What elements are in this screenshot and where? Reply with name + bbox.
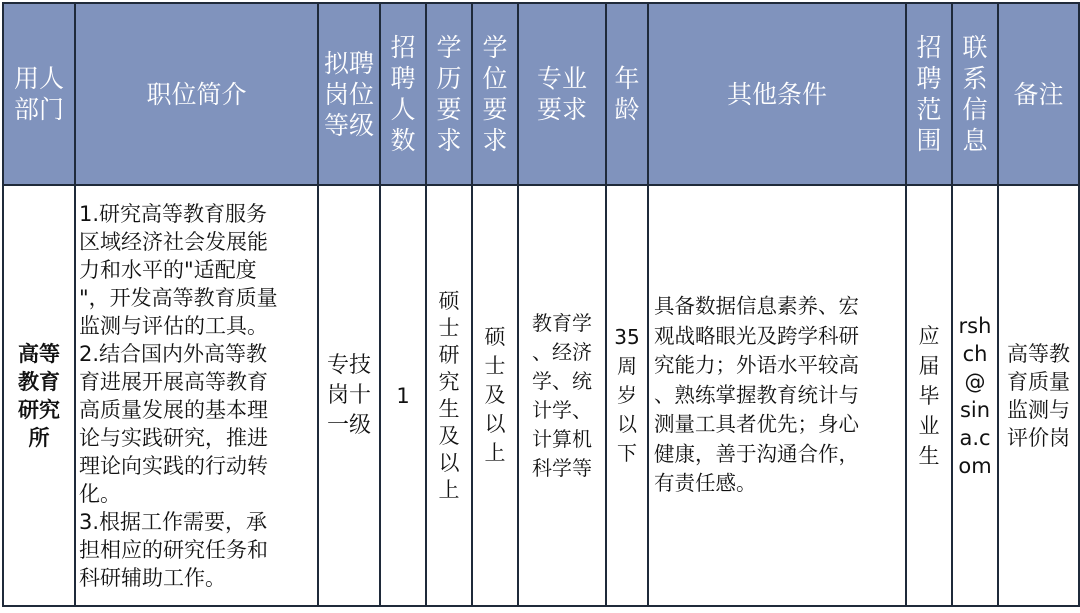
cell-count: 1 — [380, 185, 426, 606]
header-row — [3, 3, 1079, 185]
cell-edu: 硕 士 研 究 生 及 以 上 — [426, 185, 472, 606]
recruitment-table — [2, 2, 1080, 607]
cell-scope: 应 届 毕 业 生 — [906, 185, 952, 606]
header-remark: 备注 — [998, 3, 1079, 185]
header-age: 年 龄 — [606, 3, 648, 185]
header-scope: 招 聘 范 围 — [906, 3, 952, 185]
table-row — [3, 185, 1079, 606]
cell-major: 教育学 、经济 学、统 计学、 计算机 科学等 — [518, 185, 606, 606]
cell-other: 具备数据信息素养、宏 观战略眼光及跨学科研 究能力；外语水平较高 、熟练掌握教育统计与 测量工具者优先；身心 健康，善于沟通合作， 有责任感。 — [648, 185, 906, 606]
cell-degree: 硕 士 及 以 上 — [472, 185, 518, 606]
header-count: 招 聘 人 数 — [380, 3, 426, 185]
header-other: 其他条件 — [648, 3, 906, 185]
header-edu: 学 历 要 求 — [426, 3, 472, 185]
cell-intro: 1.研究高等教育服务 区域经济社会发展能 力和水平的"适配度 "，开发高等教育质量 监测与评估的工具。 2.结合国内外高等教 育进展开展高等教育 高质量发展的基本理 论与实践研究，推进 理论向实践的行动转 化。 3.根据工作需要，承 担相应的研究任务和 科研辅助工作。 — [75, 185, 318, 606]
cell-age: 35 周 岁 以 下 — [606, 185, 648, 606]
header-intro: 职位简介 — [75, 3, 318, 185]
cell-contact-email: rsh ch@ sin a.c om — [952, 185, 998, 606]
cell-level: 专技 岗十 一级 — [318, 185, 380, 606]
cell-dept: 高等 教育 研究 所 — [3, 185, 75, 606]
header-dept: 用人 部门 — [3, 3, 75, 185]
header-contact: 联 系 信 息 — [952, 3, 998, 185]
header-level: 拟聘 岗位 等级 — [318, 3, 380, 185]
header-degree: 学 位 要 求 — [472, 3, 518, 185]
cell-remark: 高等教 育质量 监测与 评价岗 — [998, 185, 1079, 606]
header-major: 专业 要求 — [518, 3, 606, 185]
